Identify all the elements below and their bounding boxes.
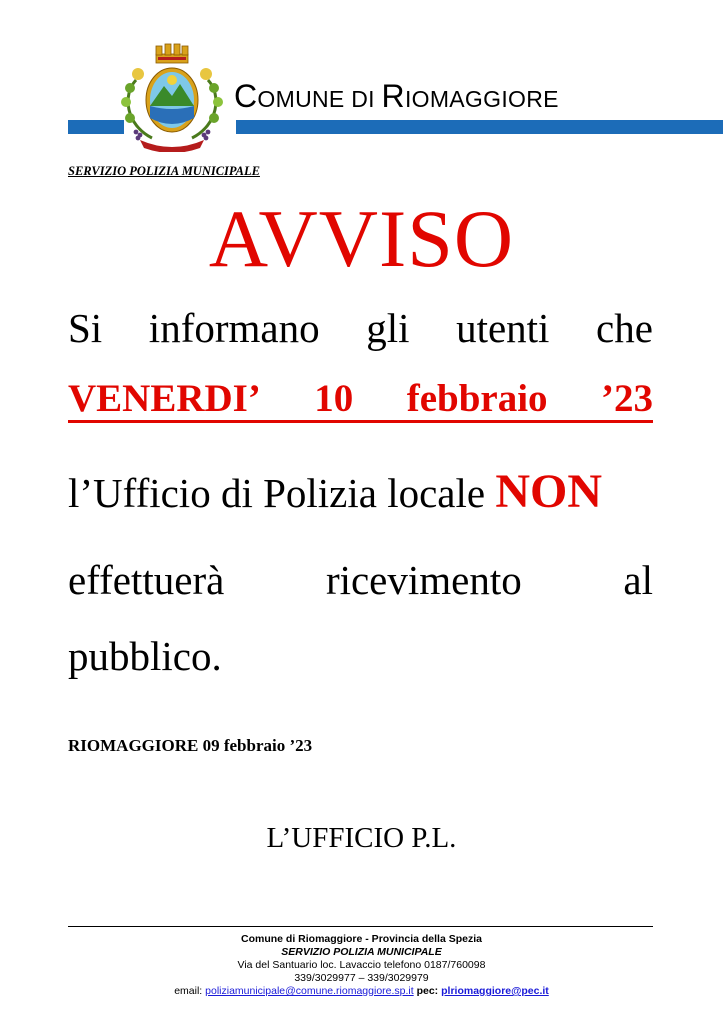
municipal-crest-logo (112, 40, 232, 152)
footer-municipality: Comune di Riomaggiore - Provincia della Spezia (241, 933, 482, 945)
email-link[interactable]: poliziamunicipale@comune.riomaggiore.sp.it (205, 985, 414, 997)
notice-date-line: VENERDI’ 10 febbraio ’23 (68, 378, 653, 423)
crown-icon (156, 44, 188, 63)
footer-phones: 339/3029977 – 339/3029979 (294, 972, 429, 984)
notice-heading: AVVISO (208, 193, 515, 284)
footer-address: Via del Santuario loc. Lavaccio telefono 0187/760098 (237, 959, 486, 971)
non-emphasis: NON (495, 465, 603, 518)
notice-line-3: l’Ufficio di Polizia locale NON (68, 465, 603, 518)
office-signature: L’UFFICIO P.L. (266, 822, 457, 854)
footer-contacts: email: poliziamunicipale@comune.riomaggiore.sp.it pec: plriomaggiore@pec.it (174, 985, 549, 997)
notice-line-4: effettuerà ricevimento al (68, 557, 653, 603)
municipality-title: COMUNE DI RIOMAGGIORE (234, 78, 559, 114)
notice-line-5: pubblico. (68, 633, 222, 679)
notice-line-1: Si informano gli utenti che (68, 305, 653, 351)
service-label: SERVIZIO POLIZIA MUNICIPALE (68, 164, 260, 178)
header-blue-bar-right (236, 120, 723, 134)
place-date-line: RIOMAGGIORE 09 febbraio ’23 (68, 736, 313, 755)
header-blue-bar-left (68, 120, 124, 134)
footer-divider (68, 926, 653, 927)
pec-link[interactable]: plriomaggiore@pec.it (441, 985, 549, 997)
footer (0, 933, 723, 998)
footer-service: SERVIZIO POLIZIA MUNICIPALE (281, 946, 442, 958)
